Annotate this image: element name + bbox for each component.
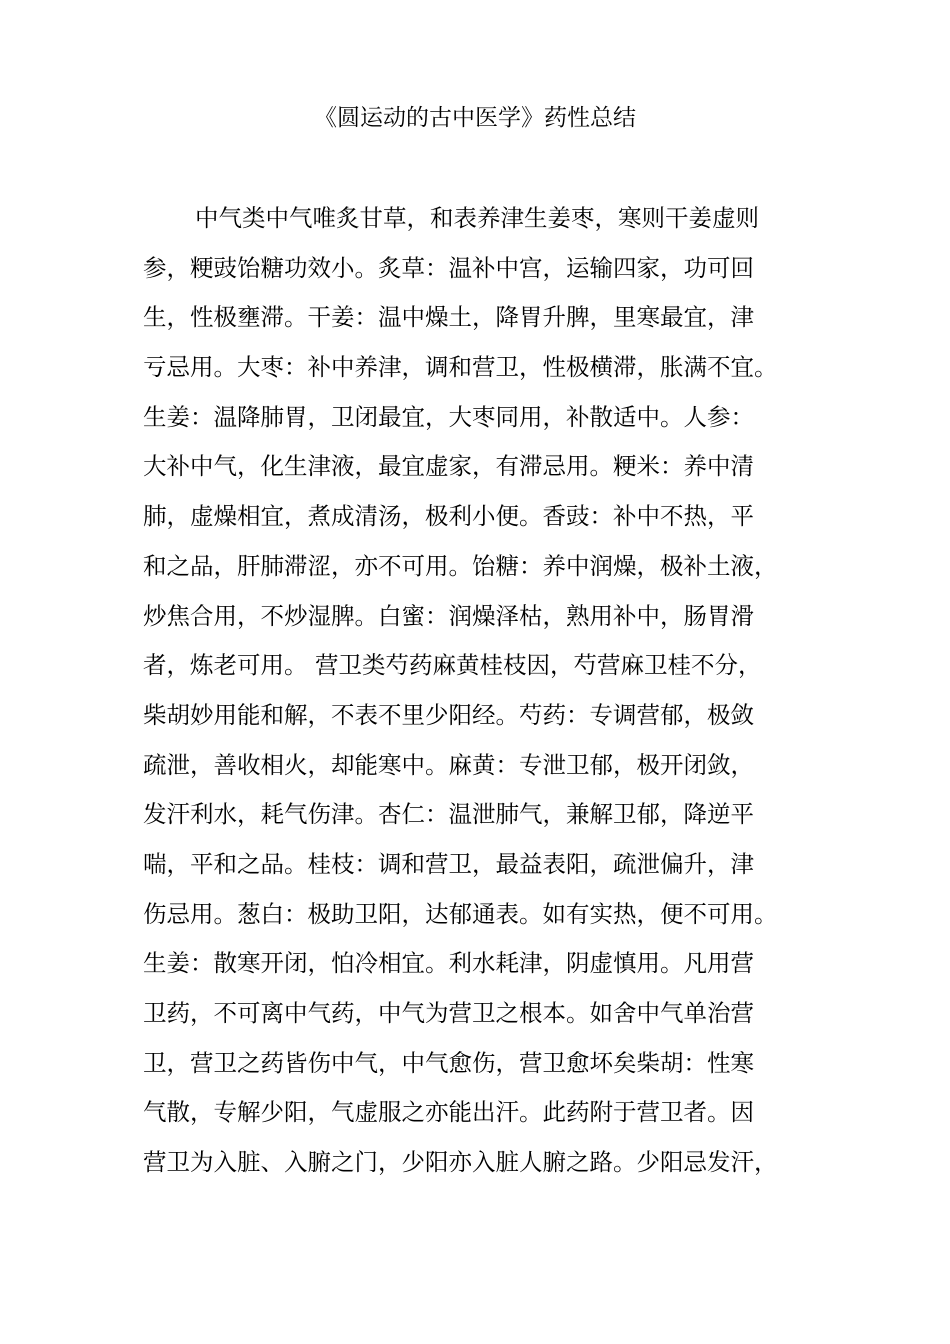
document-body (143, 199, 813, 1193)
text-line: 柴胡妙用能和解，不表不里少阳经。芍药：专调营郁，极敛 (143, 700, 754, 729)
text-line: 和之品，肝肺滞涩，亦不可用。饴糖：养中润燥，极补土液， (143, 551, 778, 580)
text-line: 卫药，不可离中气药，中气为营卫之根本。如舍中气单治营 (143, 999, 754, 1027)
text-line: 参，粳豉饴糖功效小。炙草：温补中宫，运输四家，功可回 (143, 253, 754, 282)
text-line: 肺，虚燥相宜，煮成清汤，极利小便。香豉：补中不热，平 (143, 502, 754, 531)
text-line: 营卫为入脏、入腑之门，少阳亦入脏人腑之路。少阳忌发汗， (143, 1148, 778, 1177)
document-title: 《圆运动的古中医学》药性总结 (314, 105, 636, 131)
text-line: 发汗利水，耗气伤津。杏仁：温泄肺气，兼解卫郁，降逆平 (143, 800, 754, 829)
text-line: 者，炼老可用。 营卫类芍药麻黄桂枝因，芍营麻卫桂不分， (143, 651, 762, 680)
text-line: 气散，专解少阳，气虚服之亦能出汗。此药附于营卫者。因 (143, 1098, 754, 1127)
text-line: 伤忌用。葱白：极助卫阳，达郁通表。如有实热，便不可用。 (143, 899, 778, 928)
text-line: 生，性极壅滞。干姜：温中燥土，降胃升脾，里寒最宜，津 (143, 303, 754, 332)
text-line: 大补中气，化生津液，最宜虚家，有滞忌用。粳米：养中清 (143, 452, 754, 481)
text-line: 喘，平和之品。桂枝：调和营卫，最益表阳，疏泄偏升，津 (143, 849, 754, 878)
text-line: 中气类中气唯炙甘草，和表养津生姜枣，寒则干姜虚则 (195, 204, 759, 232)
text-line: 炒焦合用，不炒湿脾。白蜜：润燥泽枯，熟用补中，肠胃滑 (143, 601, 754, 630)
text-line: 疏泄，善收相火，却能寒中。麻黄：专泄卫郁，极开闭敛， (143, 750, 754, 779)
text-line: 生姜：温降肺胃，卫闭最宜，大枣同用，补散适中。人参： (143, 402, 754, 431)
text-line: 卫，营卫之药皆伤中气，中气愈伤，营卫愈坏矣柴胡：性寒 (143, 1048, 754, 1077)
text-line: 生姜：散寒开闭，怕冷相宜。利水耗津，阴虚慎用。凡用营 (143, 949, 754, 978)
text-line: 亏忌用。大枣：补中养津，调和营卫，性极横滞，胀满不宜。 (143, 353, 778, 382)
